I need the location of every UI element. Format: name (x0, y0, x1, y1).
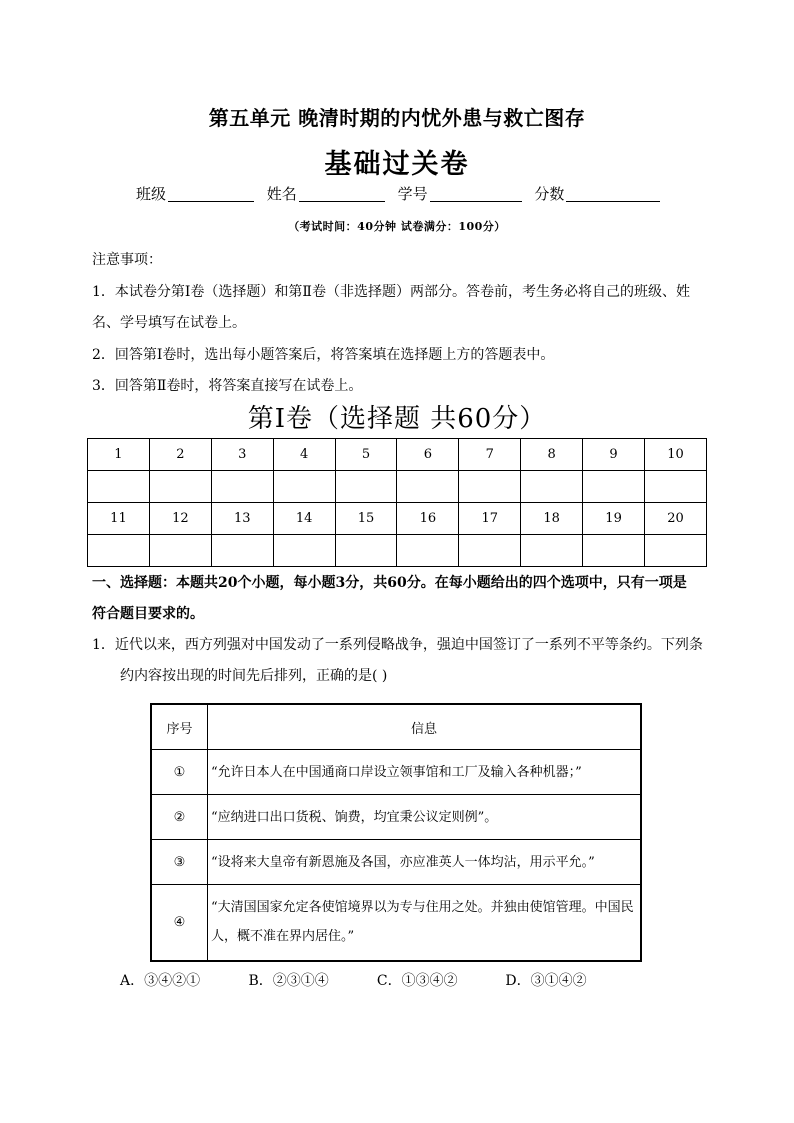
answer-cell[interactable] (521, 471, 583, 503)
answer-number: 12 (149, 503, 211, 535)
note-item: 3．回答第Ⅱ卷时，将答案直接写在试卷上。 (92, 378, 363, 394)
score-field[interactable] (534, 183, 660, 204)
answer-cell[interactable] (273, 471, 335, 503)
question-1-choices (120, 970, 629, 990)
answer-cell[interactable] (211, 471, 273, 503)
section-instructions-line: 符合题目要求的。 (92, 606, 204, 622)
row-text: “应纳进口出口货税、饷费，均宜秉公议定则例”。 (208, 795, 642, 840)
question-1-stem-cont: 约内容按出现的时间先后排列，正确的是( ) (120, 668, 388, 684)
answer-cell[interactable] (645, 535, 707, 567)
answer-cell[interactable] (149, 535, 211, 567)
row-text: “允许日本人在中国通商口岸设立领事馆和工厂及输入各种机器；” (208, 750, 642, 795)
section-title: 第Ⅰ卷（选择题 共60分） (247, 404, 547, 434)
answer-number: 14 (273, 503, 335, 535)
score-blank[interactable] (566, 185, 660, 202)
answer-number: 16 (397, 503, 459, 535)
answer-number: 13 (211, 503, 273, 535)
answer-table (87, 438, 707, 567)
answer-cell[interactable] (583, 471, 645, 503)
answer-number: 6 (397, 439, 459, 471)
answer-cell[interactable] (273, 535, 335, 567)
notes (92, 245, 712, 403)
note-item: 名、学号填写在试卷上。 (92, 315, 246, 331)
answer-number: 10 (645, 439, 707, 471)
class-blank[interactable] (168, 185, 254, 202)
answer-number: 4 (273, 439, 335, 471)
answer-cell[interactable] (397, 471, 459, 503)
answer-cell[interactable] (397, 535, 459, 567)
answer-number: 20 (645, 503, 707, 535)
name-field[interactable] (267, 183, 385, 204)
answer-number: 11 (88, 503, 150, 535)
answer-number-row (88, 503, 707, 535)
class-field[interactable] (136, 183, 254, 204)
row-text: “大清国国家允定各使馆境界以为专与住用之处。并独由使馆管理。中国民人，概不准在界内居住。” (208, 885, 642, 961)
main-title: 基础过关卷 (324, 149, 470, 180)
table-row (151, 795, 641, 840)
answer-cell[interactable] (521, 535, 583, 567)
student-id-label: 学号 (397, 185, 428, 203)
exam-info: （考试时间：40分钟 试卷满分：100分） (288, 220, 506, 233)
header-num: 序号 (151, 704, 208, 750)
choice-c[interactable]: C．①③④② (376, 973, 458, 989)
answer-cell[interactable] (88, 535, 150, 567)
row-num: ③ (151, 840, 208, 885)
question-1 (92, 630, 712, 692)
table-row (151, 750, 641, 795)
answer-number: 5 (335, 439, 397, 471)
answer-cell[interactable] (149, 471, 211, 503)
answer-blank-row (88, 471, 707, 503)
answer-number: 8 (521, 439, 583, 471)
student-info-fields (136, 183, 668, 204)
section-instructions-line: 一、选择题：本题共20个小题，每小题3分，共60分。在每小题给出的四个选项中，只有一项是 (92, 575, 687, 591)
answer-cell[interactable] (335, 471, 397, 503)
answer-number: 2 (149, 439, 211, 471)
score-label: 分数 (534, 185, 565, 203)
answer-cell[interactable] (88, 471, 150, 503)
answer-cell[interactable] (211, 535, 273, 567)
answer-cell[interactable] (459, 471, 521, 503)
answer-number: 3 (211, 439, 273, 471)
treaty-info-table (150, 703, 642, 962)
choice-b[interactable]: B．②③①④ (248, 973, 329, 989)
answer-number: 7 (459, 439, 521, 471)
choice-a[interactable]: A．③④②① (120, 973, 201, 989)
answer-blank-row (88, 535, 707, 567)
answer-cell[interactable] (645, 471, 707, 503)
answer-number: 1 (88, 439, 150, 471)
choice-d[interactable]: D．③①④② (505, 973, 587, 989)
note-item: 1．本试卷分第Ⅰ卷（选择题）和第Ⅱ卷（非选择题）两部分。答卷前，考生务必将自己的班级、姓 (92, 283, 690, 300)
answer-number: 9 (583, 439, 645, 471)
answer-cell[interactable] (335, 535, 397, 567)
table-header-row (151, 704, 641, 750)
note-item: 2．回答第Ⅰ卷时，选出每小题答案后，将答案填在选择题上方的答题表中。 (92, 346, 555, 363)
row-num: ④ (151, 885, 208, 961)
row-num: ① (151, 750, 208, 795)
name-blank[interactable] (299, 185, 385, 202)
table-row (151, 885, 641, 961)
notes-heading: 注意事项： (92, 252, 162, 268)
answer-cell[interactable] (583, 535, 645, 567)
student-id-blank[interactable] (430, 185, 522, 202)
table-row (151, 840, 641, 885)
answer-number: 15 (335, 503, 397, 535)
question-1-stem: 1．近代以来，西方列强对中国发动了一系列侵略战争，强迫中国签订了一系列不平等条约。下列条 (92, 637, 703, 653)
class-label: 班级 (136, 185, 167, 203)
answer-number: 19 (583, 503, 645, 535)
answer-number: 18 (521, 503, 583, 535)
answer-number: 17 (459, 503, 521, 535)
unit-title: 第五单元 晚清时期的内忧外患与救亡图存 (208, 106, 586, 130)
student-id-field[interactable] (398, 183, 522, 204)
row-text: “设将来大皇帝有新恩施及各国，亦应准英人一体均沾，用示平允。” (208, 840, 642, 885)
row-num: ② (151, 795, 208, 840)
name-label: 姓名 (266, 185, 297, 203)
section-instructions (92, 568, 712, 630)
answer-cell[interactable] (459, 535, 521, 567)
answer-number-row (88, 439, 707, 471)
header-info: 信息 (208, 704, 642, 750)
